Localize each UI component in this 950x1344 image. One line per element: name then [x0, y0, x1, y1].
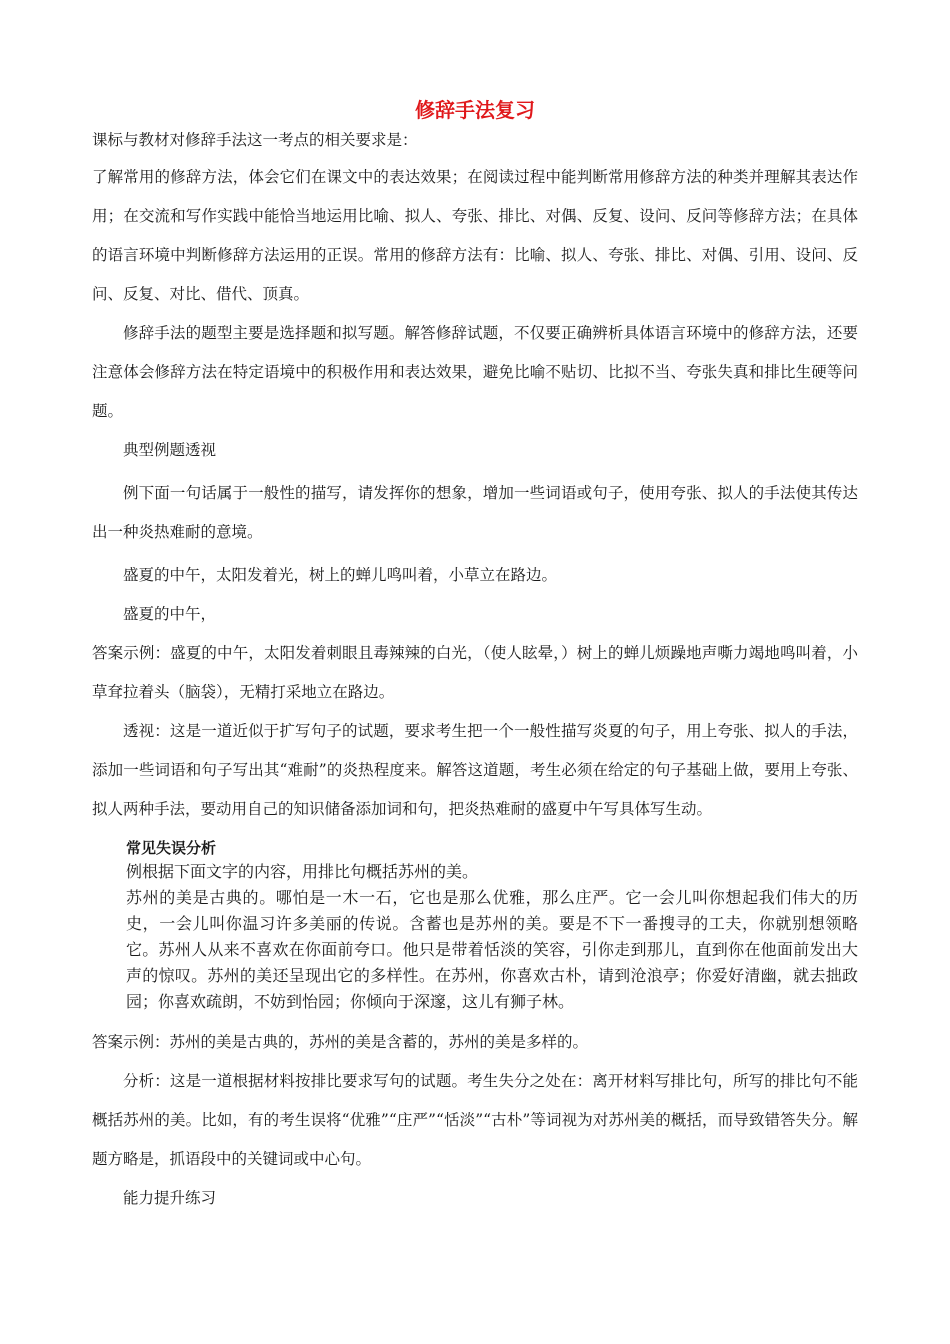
- error-passage: 苏州的美是古典的。哪怕是一木一石，它也是那么优雅，那么庄严。它一会儿叫你想起我们伟大的历史，一会儿叫你温习许多美丽的传说。含蓄也是苏州的美。要是不下一番搜寻的工夫，你就别想领略它。苏州人从来不喜欢在你面前夸口。他只是带着恬淡的笑容，引你走到那儿，直到你在他面前发出大声的惊叹。苏州的美还呈现出它的多样性。在苏州，你喜欢古朴，请到沧浪亭；你爱好清幽，就去拙政园；你喜欢疏朗，不妨到怡园；你倾向于深邃，这儿有狮子林。: [126, 888, 858, 1011]
- requirements-paragraph: 了解常用的修辞方法，体会它们在课文中的表达效果；在阅读过程中能判断常用修辞方法的种类并理解其表达作用；在交流和写作实践中能恰当地运用比喻、拟人、夸张、排比、对偶、反复、设问、反问等修辞方法；在具体的语言环境中判断修辞方法运用的正误。常用的修辞方法有：比喻、拟人、夸张、排比、对偶、引用、设问、反问、反复、对比、借代、顶真。: [92, 168, 858, 303]
- example-analysis: 透视：这是一道近似于扩写句子的试题，要求考生把一个一般性描写炎夏的句子，用上夸张、拟人的手法，添加一些词语和句子写出其“难耐”的炎热程度来。解答这道题，考生必须在给定的句子基础上做，要用上夸张、拟人两种手法，要动用自己的知识储备添加词和句，把炎热难耐的盛夏中午写具体写生动。: [92, 722, 858, 818]
- section-heading-typical-examples: 典型例题透视: [123, 441, 217, 459]
- document-page: [92, 95, 858, 1218]
- intro-heading: 课标与教材对修辞手法这一考点的相关要求是：: [92, 131, 418, 149]
- section-heading-practice: 能力提升练习: [123, 1189, 217, 1207]
- error-analysis: 分析：这是一道根据材料按排比要求写句的试题。考生失分之处在：离开材料写排比句，所写的排比句不能概括苏州的美。比如，有的考生误将“优雅”“庄严”“恬淡”“古朴”等词视为对苏州美的概括，而导致错答失分。解题方略是，抓语段中的关键词或中心句。: [92, 1072, 858, 1168]
- example-blank: 盛夏的中午，: [123, 605, 217, 623]
- example-prompt: 例下面一句话属于一般性的描写，请发挥你的想象，增加一些词语或句子，使用夸张、拟人的手法使其传达出一种炎热难耐的意境。: [92, 484, 858, 541]
- error-prompt: 例根据下面文字的内容，用排比句概括苏州的美。: [126, 862, 479, 881]
- example-answer: 答案示例：盛夏的中午，太阳发着刺眼且毒辣辣的白光，（使人眩晕，）树上的蝉儿烦躁地声嘶力竭地鸣叫着，小草耷拉着头（脑袋），无精打采地立在路边。: [92, 644, 858, 701]
- document-title: 修辞手法复习: [415, 98, 535, 122]
- error-case-block: [126, 837, 858, 1015]
- error-answer: 答案示例：苏州的美是古典的，苏州的美是含蓄的，苏州的美是多样的。: [92, 1033, 589, 1051]
- section-heading-common-errors: 常见失误分析: [126, 839, 217, 857]
- question-types-paragraph: 修辞手法的题型主要是选择题和拟写题。解答修辞试题，不仅要正确辨析具体语言环境中的修辞方法，还要注意体会修辞方法在特定语境中的积极作用和表达效果，避免比喻不贴切、比拟不当、夸张失真和排比生硬等问题。: [92, 324, 858, 420]
- example-sentence: 盛夏的中午，太阳发着光，树上的蝉儿鸣叫着，小草立在路边。: [123, 566, 558, 584]
